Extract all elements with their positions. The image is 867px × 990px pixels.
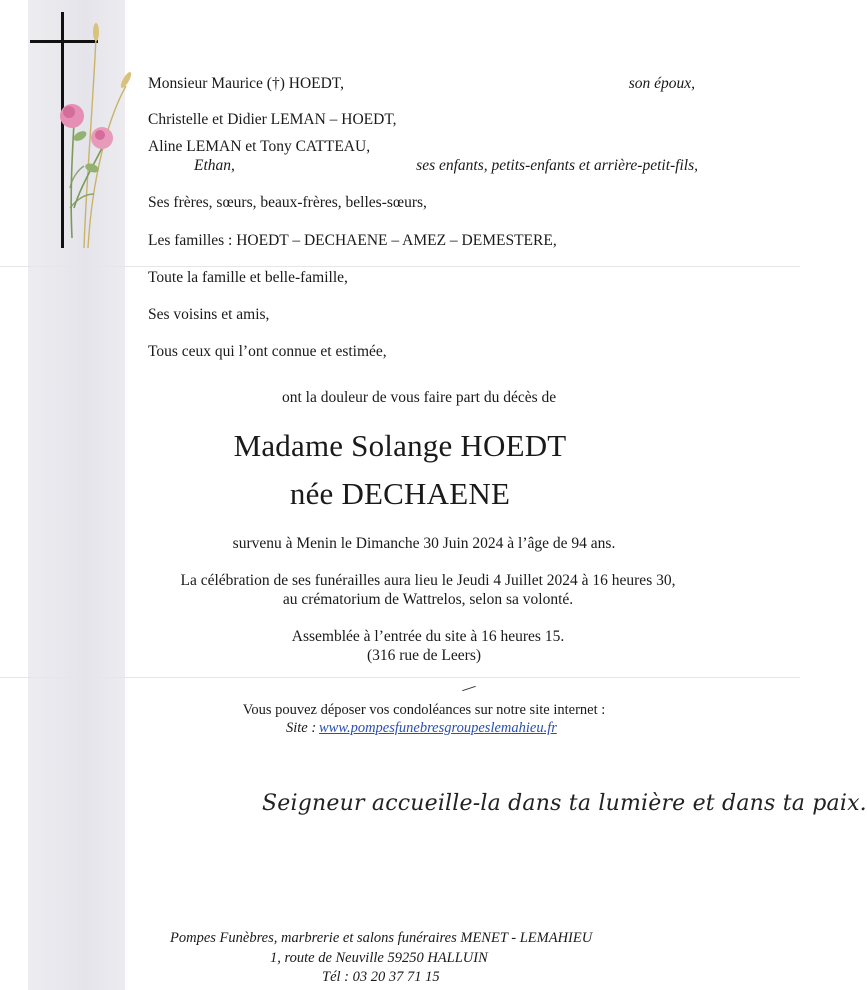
funeral-home-address: 1, route de Neuville 59250 HALLUIN [270, 950, 488, 966]
scan-mark [462, 686, 476, 691]
grandchild-name: Ethan, [194, 157, 235, 174]
child-line-1: Christelle et Didier LEMAN – HOEDT, [148, 111, 397, 128]
siblings-line: Ses frères, sœurs, beaux-frères, belles-sœurs, [148, 194, 427, 211]
neighbours-line: Ses voisins et amis, [148, 306, 270, 323]
child-line-2: Aline LEMAN et Tony CATTEAU, [148, 138, 371, 155]
closing-prayer: Seigneur accueille-la dans ta lumière et dans ta paix. [262, 791, 867, 816]
whole-family-line: Toute la famille et belle-famille, [148, 269, 348, 286]
fold-line [0, 266, 800, 267]
funeral-home-name: Pompes Funèbres, marbrerie et salons funéraires MENET - LEMAHIEU [170, 930, 593, 946]
rose-icon [60, 104, 113, 238]
funeral-line-1: La célébration de ses funérailles aura lieu le Jeudi 4 Juillet 2024 à 16 heures 30, [180, 572, 676, 589]
fold-line [0, 677, 800, 678]
assembly-address: (316 rue de Leers) [366, 647, 482, 664]
cross-icon [30, 12, 98, 248]
all-known-line: Tous ceux qui l’ont connue et estimée, [148, 343, 387, 360]
condolences-text: Vous pouvez déposer vos condoléances sur notre site internet : [242, 702, 606, 718]
assembly-time: Assemblée à l’entrée du site à 16 heures 15. [291, 628, 565, 645]
condolences-site-link[interactable]: www.pompesfunebresgroupeslemahieu.fr [319, 720, 557, 736]
deceased-name: Madame Solange HOEDT [233, 428, 567, 463]
death-details: survenu à Menin le Dimanche 30 Juin 2024 à l’âge de 94 ans. [232, 535, 616, 552]
funeral-line-2: au crématorium de Wattrelos, selon sa volonté. [282, 591, 574, 608]
announcement-intro: ont la douleur de vous faire part du décès de [282, 389, 557, 406]
children-role: ses enfants, petits-enfants et arrière-petit-fils, [416, 157, 698, 174]
maiden-name: née DECHAENE [289, 476, 511, 511]
site-label: Site : [286, 720, 317, 736]
cross-flower-decoration [22, 8, 132, 253]
funeral-home-phone: Tél : 03 20 37 71 15 [322, 969, 440, 985]
husband-role: son époux, [628, 75, 695, 92]
husband-name: Monsieur Maurice (†) HOEDT, [148, 75, 344, 92]
families-line: Les familles : HOEDT – DECHAENE – AMEZ – DEMESTERE, [148, 232, 557, 249]
